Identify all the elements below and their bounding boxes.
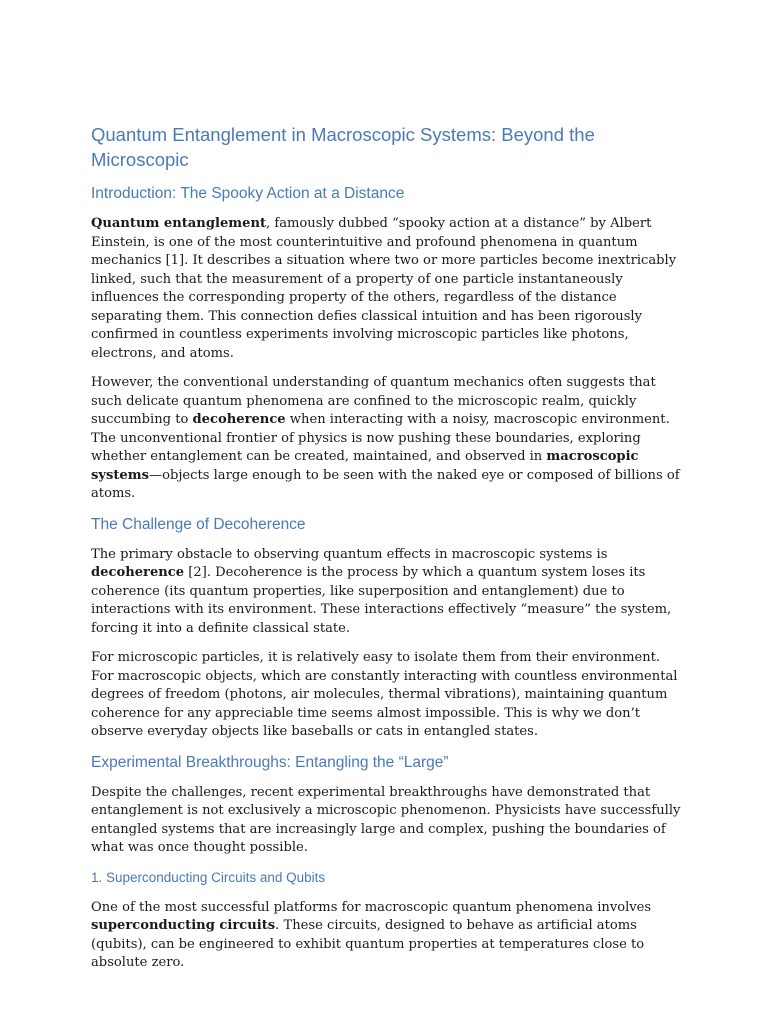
paragraph-text: , famously dubbed “spooky action at a distance” by Albert Einstein, is one of the most counterintuitive and profound phenomena in quantum mechanics [1]. It describes a situation where two or more particles become inextricably linked, such that the measurement of a property of one particle instantaneously influences the corresponding property of the others, regardless of the distance separating them. This connection defies classical intuition and has been rigorously confirmed in countless experiments involving microscopic particles like photons, electrons, and atoms. — [91, 216, 677, 361]
paragraph-text: when interacting with a noisy, macroscopic environment. The unconventional frontier of physics is now pushing these boundaries, exploring whether entanglement can be created, maintained, and observed in — [91, 412, 670, 464]
paragraph-text: The primary obstacle to observing quantum effects in macroscopic systems is — [91, 546, 608, 562]
subsection-heading-superconducting: 1. Superconducting Circuits and Qubits — [91, 869, 326, 885]
paragraph-text: [2]. Decoherence is the process by which a quantum system loses its coherence (its quantum properties, like superposition and entanglement) due to interactions with its environment. These interactions effectively “measure” the system, forcing it into a definite classical state. — [91, 565, 672, 636]
breakthroughs-paragraph-1: Despite the challenges, recent experimental breakthroughs have demonstrated that entanglement is not exclusively a microscopic phenomenon. Physicists have successfully entangled systems that are increasingly large and complex, pushing the boundaries of what was once thought possible. — [91, 784, 681, 855]
bold-term: macroscopic systems — [91, 449, 639, 483]
decoherence-paragraph-1 — [91, 546, 681, 639]
paragraph-text: However, the conventional understanding of quantum mechanics often suggests that such delicate quantum phenomena are confined to the microscopic realm, quickly succumbing to — [91, 375, 656, 427]
bold-term: superconducting circuits — [91, 918, 276, 933]
bold-term: Quantum entanglement — [91, 216, 267, 231]
intro-paragraph-1 — [91, 215, 681, 363]
bold-term: decoherence — [91, 565, 185, 580]
intro-paragraph-2 — [91, 374, 681, 504]
section-heading-decoherence: The Challenge of Decoherence — [91, 515, 306, 533]
section-heading-breakthroughs: Experimental Breakthroughs: Entangling the “Large” — [91, 753, 449, 771]
section-heading-introduction: Introduction: The Spooky Action at a Distance — [91, 185, 405, 202]
paragraph-text: —objects large enough to be seen with the naked eye or composed of billions of atoms. — [91, 467, 680, 501]
decoherence-paragraph-2: For microscopic particles, it is relatively easy to isolate them from their environment. For macroscopic objects, which are constantly interacting with countless environmental degrees of freedom (photons, air molecules, thermal vibrations), maintaining quantum coherence for any appreciable time seems almost impossible. This is why we don’t observe everyday objects like baseballs or cats in entangled states. — [91, 650, 678, 739]
document-title: Quantum Entanglement in Macroscopic Systems: Beyond the Microscopic — [91, 124, 595, 170]
bold-term: decoherence — [192, 412, 286, 427]
document-page — [91, 122, 681, 984]
paragraph-text: . These circuits, designed to behave as artificial atoms (qubits), can be engineered to exhibit quantum properties at temperatures close to absolute zero. — [91, 918, 645, 970]
superconducting-paragraph-1 — [91, 899, 681, 973]
paragraph-text: One of the most successful platforms for macroscopic quantum phenomena involves — [91, 899, 652, 915]
